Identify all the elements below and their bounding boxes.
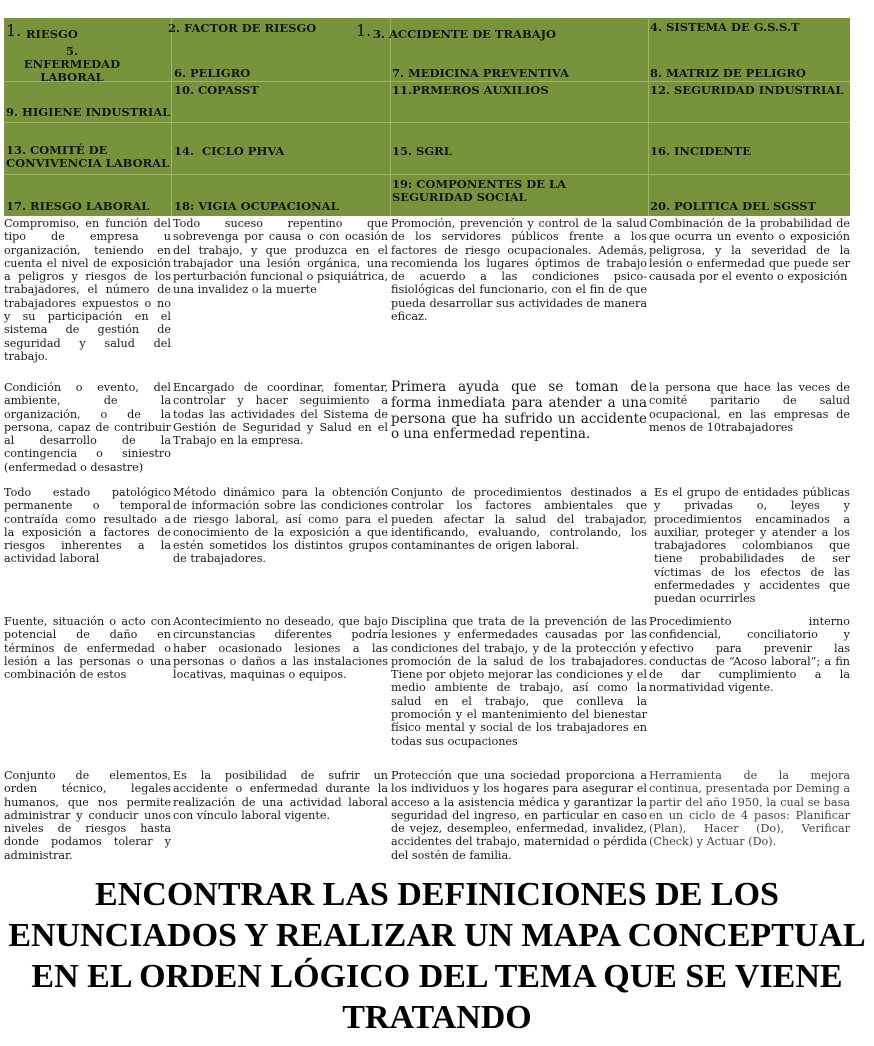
definition-cell: Es el grupo de entidades públicas y privadas o, leyes y procedimientos encaminados a auxiliar, proteger y atender a los trabajadores colombianos que tiene probabilidades de ser víctimas de los efectos de las enfermedades y accidentes que puedan ocurrirles	[654, 486, 850, 606]
term-riesgo-laboral-label: 17. RIESGO LABORAL	[6, 199, 150, 213]
definition-cell: Conjunto de procedimientos destinados a controlar los factores ambientales que pueden afectar la salud del trabajador, identificando, evaluando, controlando, los contaminantes de origen laboral.	[391, 486, 647, 553]
term-factor-de-riesgo	[166, 18, 386, 42]
definition-cell: Conjunto de elementos, orden técnico, legales humanos, que nos permite administrar y conducir unos niveles de riesgos hasta donde podamos tolerar y administrar.	[4, 769, 171, 862]
term-factor-de-riesgo-label: 2. FACTOR DE RIESGO	[168, 21, 317, 35]
term-accidente-de-trabajo	[354, 18, 644, 46]
definition-cell: Todo suceso repentino que sobrevenga por causa o con ocasión del trabajo, y que produzca en el trabajador una lesión orgánica, una perturbación funcional o psiquiátrica, una invalidez o la muerte	[173, 217, 388, 297]
term-peligro-label: 6. PELIGRO	[174, 66, 251, 80]
definition-cell: Protección que una sociedad proporciona a los individuos y los hogares para asegurar el acceso a la asistencia médica y garantizar la seguridad del ingreso, en particular en caso de vejez, desempleo, enfermedad, invalidez, accidentes del trabajo, maternidad o pérdida del sostén de familia.	[391, 769, 647, 862]
term-higiene-industrial-label: 9. HIGIENE INDUSTRIAL	[6, 105, 171, 119]
term-componentes-seguridad-social	[390, 178, 580, 208]
term-ciclo-phva	[172, 144, 372, 159]
instruction-heading: ENCONTRAR LAS DEFINICIONES DE LOS ENUNCIADOS Y REALIZAR UN MAPA CONCEPTUAL EN EL ORDEN LÓGICO DEL TEMA QUE SE VIENE TRATANDO	[8, 876, 866, 1036]
term-copasst	[172, 83, 372, 98]
term-seguridad-industrial	[648, 83, 850, 98]
definition-cell: Condición o evento, del ambiente, de la organización, o de la persona, capaz de contribuir al desarrollo de la contingencia o siniestro (enfermedad o desastre)	[4, 381, 171, 474]
definition-cell: Promoción, prevención y control de la salud de los servidores públicos frente a los factores de riesgo ocupacionales. Además, recomienda los lugares óptimos de trabajo de acuerdo a las condiciones psico-fisiológicas del funcionario, con el fin de que pueda desarrollar sus actividades de manera eficaz.	[391, 217, 647, 324]
term-incidente	[648, 144, 848, 159]
header-divider	[4, 81, 850, 82]
term-medicina-preventiva	[390, 66, 640, 81]
definition-cell: Encargado de coordinar, fomentar, controlar y hacer seguimiento a todas las actividades del Sistema de Gestión de Seguridad y Salud en el Trabajo en la empresa.	[173, 381, 388, 448]
header-divider	[648, 18, 649, 216]
definition-cell: la persona que hace las veces de comité paritario de salud ocupacional, en las empresas de menos de 10trabajadores	[649, 381, 850, 434]
term-riesgo-label: RIESGO	[26, 27, 78, 41]
term-riesgo-num: 1.	[6, 21, 22, 40]
term-riesgo-laboral	[4, 199, 171, 214]
term-enfermedad-laboral-label: 5. ENFERMEDAD LABORAL	[23, 44, 121, 84]
term-riesgo	[4, 18, 171, 46]
term-peligro	[172, 66, 372, 81]
term-politica-sgsst	[648, 199, 850, 214]
term-comite-convivencia-label: 13. COMITÉ DE CONVIVENCIA LABORAL	[6, 143, 170, 170]
definition-cell: Es la posibilidad de sufrir un accidente o enfermedad durante la realización de una actividad laboral con vínculo laboral vigente.	[173, 769, 388, 822]
definition-cell: Herramienta de la mejora continua, presentada por Deming a partir del año 1950, la cual se basa en un ciclo de 4 pasos: Planificar (Plan), Hacer (Do), Verificar (Check) y Actuar (Do).	[649, 769, 850, 849]
term-accidente-num: 1.	[356, 21, 372, 40]
term-comite-convivencia	[4, 143, 174, 173]
header-divider	[4, 174, 850, 175]
term-vigia-ocupacional-label: 18: VIGIA OCUPACIONAL	[174, 199, 339, 213]
term-copasst-label: 10. COPASST	[174, 83, 259, 97]
term-primeros-auxilios	[390, 83, 640, 98]
term-accidente-label: 3. ACCIDENTE DE TRABAJO	[373, 27, 557, 41]
term-incidente-label: 16. INCIDENTE	[650, 144, 752, 158]
term-higiene-industrial	[4, 104, 171, 122]
term-sistema-gsst	[648, 18, 848, 42]
definition-cell: Disciplina que trata de la prevención de las lesiones y enfermedades causadas por las condiciones del trabajo, y de la protección y promoción de la salud de los trabajadores. Tiene por objeto mejorar las condiciones y el medio ambiente de trabajo, así como la salud en el trabajo, que conlleva la promoción y el mantenimiento del bienestar físico mental y social de los trabajadores en todas sus ocupaciones	[391, 615, 647, 748]
definition-cell: Fuente, situación o acto con potencial de daño en términos de enfermedad o lesión a las personas o una combinación de estos	[4, 615, 171, 682]
term-enfermedad-laboral	[4, 44, 164, 84]
definition-cell: Primera ayuda que se toman de forma inmediata para atender a una persona que ha sufrido un accidente o una enfermedad repentina.	[391, 379, 647, 443]
term-sgrl-label: 15. SGRL	[392, 144, 452, 158]
definition-cell: Todo estado patológico permanente o temporal contraída como resultado a la exposición a factores de riesgos inherentes a la actividad laboral	[4, 486, 171, 566]
header-divider	[171, 18, 172, 216]
term-sgrl	[390, 144, 640, 159]
definition-cell: Método dinámico para la obtención de información sobre las condiciones de riesgo laboral, así como para el conocimiento de la exposición a que estén sometidos los distintos grupos de trabajadores.	[173, 486, 388, 566]
definition-cell: Procedimiento interno confidencial, conciliatorio y efectivo para prevenir las conductas de “Acoso laboral”; a fin de dar cumplimiento a la normatividad vigente.	[649, 615, 850, 695]
definition-cell: Combinación de la probabilidad de que ocurra un evento o exposición peligrosa, y la severidad de la lesión o enfermedad que puede ser causada por el evento o exposición	[649, 217, 850, 284]
term-sistema-gsst-label: 4. SISTEMA DE G.S.S.T	[650, 20, 800, 34]
header-divider	[4, 122, 850, 123]
term-vigia-ocupacional	[172, 199, 388, 214]
term-matriz-de-peligro	[648, 66, 848, 81]
term-matriz-de-peligro-label: 8. MATRIZ DE PELIGRO	[650, 66, 806, 80]
term-componentes-label: 19: COMPONENTES DE LA SEGURIDAD SOCIAL	[392, 177, 566, 204]
term-ciclo-phva-label: 14. CICLO PHVA	[174, 144, 285, 158]
term-medicina-preventiva-label: 7. MEDICINA PREVENTIVA	[392, 66, 569, 80]
term-primeros-auxilios-label: 11.PRMEROS AUXILIOS	[392, 83, 549, 97]
term-seguridad-industrial-label: 12. SEGURIDAD INDUSTRIAL	[650, 83, 844, 97]
definition-cell: Compromiso, en función del tipo de empresa u organización, teniendo en cuenta el nivel de exposición a peligros y riesgos de los trabajadores, el número de trabajadores expuestos o no y su participación en el sistema de gestión de seguridad y salud del trabajo.	[4, 217, 171, 363]
term-politica-sgsst-label: 20. POLITICA DEL SGSST	[650, 199, 817, 213]
definition-cell: Acontecimiento no deseado, que bajo circunstancias diferentes podría haber ocasionado lesiones a las personas o daños a las instalaciones locativas, maquinas o equipos.	[173, 615, 388, 682]
